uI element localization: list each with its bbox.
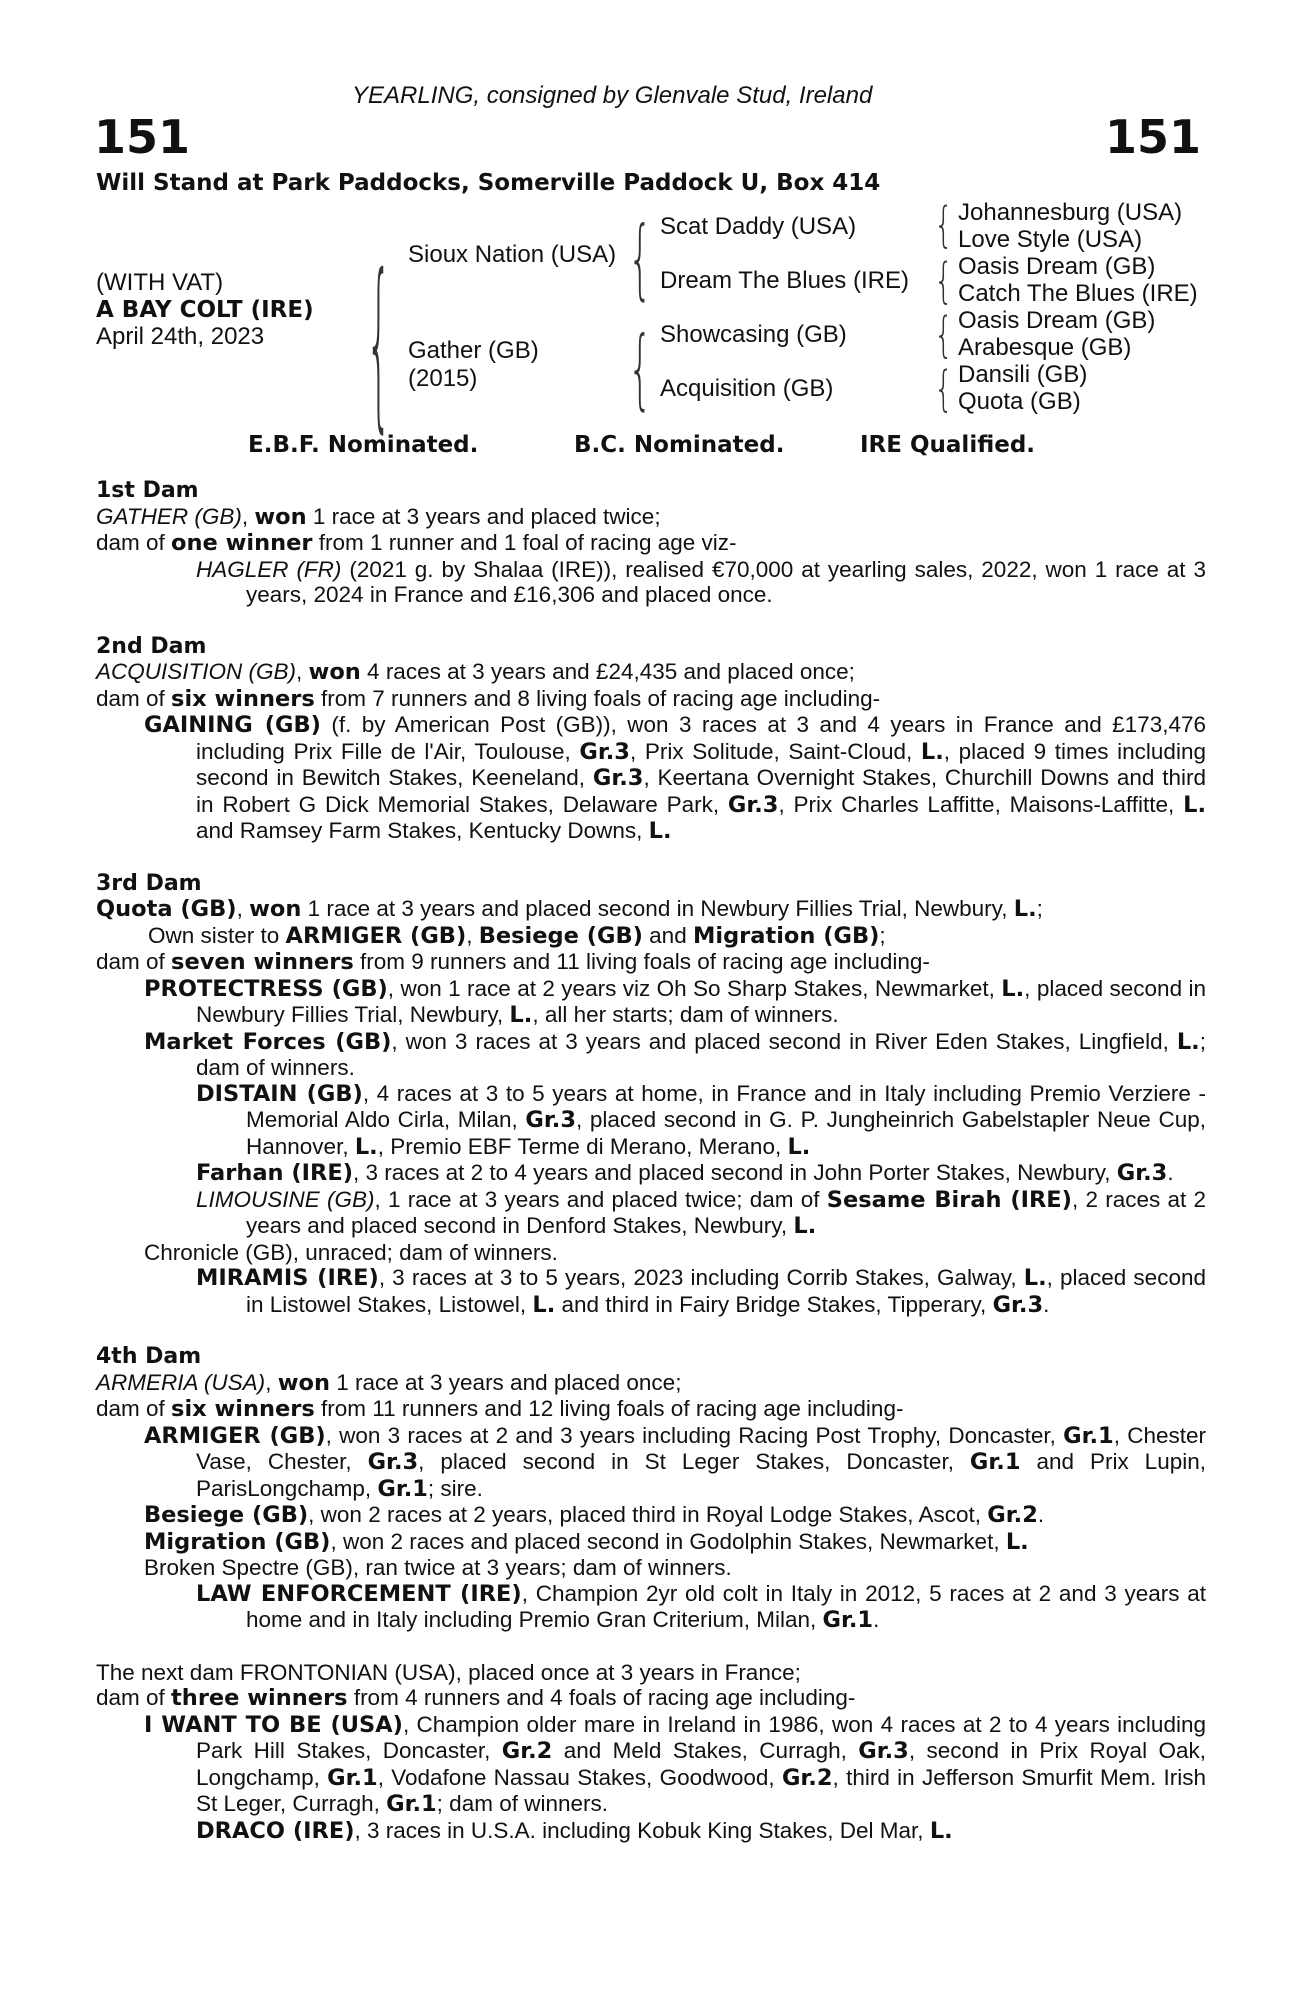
text: from 11 runners and 12 living foals of racing age including-	[314, 1396, 904, 1421]
text: , Prix Charles Laffitte, Maisons-Laffitte,	[778, 791, 1184, 817]
text: .	[1037, 1502, 1045, 1527]
dam2-won: won	[308, 659, 361, 685]
produce-name: Migration (GB)	[144, 1528, 331, 1555]
text: ;	[879, 922, 886, 948]
grade: Gr.2	[501, 1738, 553, 1764]
dam1-produce	[96, 530, 1206, 557]
grand-produce-entry	[96, 1081, 1206, 1161]
produce-name: DRACO (IRE)	[196, 1817, 355, 1844]
text: ,	[466, 922, 479, 948]
bc-nominated: B.C. Nominated.	[574, 432, 785, 458]
brace-g78: {	[934, 362, 954, 418]
produce-name: Besiege (GB)	[144, 1502, 309, 1528]
grandparent-1: Johannesburg (USA)	[958, 199, 1183, 226]
foaling-date: April 24th, 2023	[96, 323, 265, 350]
produce-entry	[96, 557, 1206, 608]
produce-name: I WANT TO BE (USA)	[144, 1711, 403, 1738]
produce-name: LIMOUSINE (GB)	[196, 1186, 375, 1212]
text: 1 race at 3 years and placed second in Newbury Fillies Trial, Newbury,	[301, 896, 1014, 921]
text: and Meld Stakes, Curragh,	[552, 1738, 859, 1763]
text: dam of	[96, 1685, 172, 1710]
text: , placed second in G. P. Jungheinrich Gabelstapler Neue Cup, Hannover,	[246, 1107, 1206, 1159]
dam1-won: won	[254, 503, 307, 530]
text: ; sire.	[427, 1475, 483, 1501]
text: and Ramsey Farm Stakes, Kentucky Downs,	[196, 818, 649, 843]
text: , won 1 race at 2 years viz Oh So Sharp Stakes, Newmarket,	[387, 975, 1002, 1001]
grade: Gr.1	[377, 1475, 428, 1502]
dam3-sister	[96, 923, 1206, 950]
consignor-subtitle: YEARLING, consigned by Glenvale Stud, Ireland	[352, 82, 873, 109]
lot-number-left: 151	[94, 110, 191, 164]
catalogue-body	[96, 478, 1206, 1844]
text: from 7 runners and 8 living foals of racing age including-	[314, 685, 881, 711]
text: , won 3 races at 3 years and placed second in River Eden Stakes, Lingfield,	[391, 1028, 1177, 1054]
produce-name: ARMIGER (GB)	[144, 1422, 326, 1449]
text: Own sister to	[148, 922, 286, 948]
text: .	[1043, 1291, 1050, 1317]
text: from 4 runners and 4 foals of racing age including-	[347, 1685, 856, 1710]
text: , Premio EBF Terme di Merano, Merano,	[377, 1133, 788, 1159]
produce-entry: Broken Spectre (GB), ran twice at 3 years; dam of winners.	[144, 1555, 732, 1580]
text: and	[642, 922, 693, 948]
grand-produce-entry	[96, 1187, 1206, 1240]
text: , 4 races at 3 to 5 years at home, in France and in Italy including Premio Verziere - Memorial Aldo Cirla, Milan,	[246, 1080, 1206, 1132]
grade: Gr.1	[969, 1449, 1021, 1475]
dam3-heading: 3rd Dam	[96, 870, 202, 896]
text: , all her starts; dam of winners.	[532, 1002, 839, 1027]
dam4-name: ARMERIA (USA)	[96, 1369, 266, 1395]
text: dam of	[96, 530, 172, 555]
grand-produce-entry	[96, 1818, 1206, 1845]
text: , Keertana Overnight Stakes, Churchill Downs and third in Robert G Dick Memorial Stakes, Delaware Park,	[196, 765, 1206, 817]
produce-entry: Chronicle (GB), unraced; dam of winners.	[144, 1239, 558, 1265]
grade: Gr.2	[987, 1502, 1038, 1528]
grade: Gr.1	[1063, 1422, 1114, 1449]
text: , Champion 2yr old colt in Italy in 2012, 5 races at 2 and 3 years at home and in Italy including Premio Gran Criterium, Milan,	[246, 1580, 1206, 1632]
text: dam of	[96, 1396, 172, 1421]
dam-dam: Acquisition (GB)	[660, 375, 834, 402]
text: , Prix Solitude, Saint-Cloud,	[629, 738, 921, 764]
vat-note: (WITH VAT)	[96, 269, 224, 296]
text: , won 2 races at 2 years, placed third in Royal Lodge Stakes, Ascot,	[308, 1502, 988, 1527]
dam4-record: ARMERIA (USA), won 1 race at 3 years and placed once;	[96, 1369, 682, 1396]
grand-produce-entry	[96, 1160, 1206, 1187]
grade: L.	[920, 738, 944, 765]
grade: Gr.3	[579, 738, 630, 765]
grandparent-2: Love Style (USA)	[958, 226, 1143, 253]
text: from 1 runner and 1 foal of racing age viz-	[312, 530, 737, 555]
dam1-name: GATHER (GB)	[96, 503, 242, 529]
grade: Gr.3	[592, 765, 644, 791]
grandparent-8: Quota (GB)	[958, 388, 1081, 415]
next-dam-produce	[96, 1685, 1206, 1712]
produce-name: Market Forces (GB)	[144, 1028, 392, 1055]
text: ; dam of winners.	[196, 1028, 1206, 1080]
stand-location: Will Stand at Park Paddocks, Somerville Paddock U, Box 414	[96, 170, 881, 196]
brace-g34: {	[934, 254, 954, 310]
grade: Gr.3	[992, 1291, 1044, 1318]
grandparent-5: Oasis Dream (GB)	[958, 307, 1156, 334]
grade: L.	[787, 1133, 811, 1160]
grade: L.	[929, 1817, 953, 1844]
winner-count: one winner	[171, 530, 313, 556]
text: , 3 races in U.S.A. including Kobuk King Stakes, Del Mar,	[354, 1817, 930, 1843]
text: , Champion older mare in Ireland in 1986, won 4 races at 2 to 4 years including Park Hill Stakes, Doncaster,	[196, 1711, 1206, 1763]
grandparent-6: Arabesque (GB)	[958, 334, 1132, 361]
text: dam of	[96, 949, 172, 974]
grade: L.	[1176, 1028, 1200, 1055]
text: from 9 runners and 11 living foals of racing age including-	[353, 949, 930, 974]
produce-entry	[96, 976, 1206, 1029]
grade: Gr.2	[781, 1764, 833, 1791]
grade: L.	[648, 818, 672, 844]
winner-count: six winners	[171, 685, 315, 712]
text: , Vodafone Nassau Stakes, Goodwood,	[377, 1764, 782, 1790]
text: , placed second in Listowel Stakes, Listowel,	[246, 1265, 1206, 1317]
grand-produce-entry	[96, 1265, 1206, 1318]
grandparent-7: Dansili (GB)	[958, 361, 1088, 388]
text: , placed second in Newbury Fillies Trial, Newbury,	[196, 975, 1207, 1027]
text: , second in Prix Royal Oak, Longchamp,	[196, 1738, 1206, 1790]
grade: L.	[1023, 1265, 1047, 1291]
text: , won 2 races and placed second in Godolphin Stakes, Newmarket,	[330, 1528, 1006, 1554]
text: , Chester Vase, Chester,	[196, 1422, 1206, 1474]
dam-sire: Showcasing (GB)	[660, 321, 847, 348]
winner-count: seven winners	[171, 949, 354, 975]
dam1-heading: 1st Dam	[96, 478, 199, 503]
text: 4 races at 3 years and £24,435 and placed once;	[360, 659, 855, 684]
produce-entry	[96, 1029, 1206, 1081]
lot-number-right: 151	[1104, 110, 1201, 164]
produce-name: Farhan (IRE)	[196, 1160, 354, 1186]
grade: L.	[532, 1291, 556, 1318]
dam3-won: won	[249, 896, 302, 922]
grade: L.	[509, 1002, 533, 1028]
text: , 1 race at 3 years and placed twice; dam of	[374, 1186, 827, 1212]
dam2-name: ACQUISITION (GB)	[96, 659, 297, 684]
dam4-produce	[96, 1396, 1206, 1423]
dam2-record: ACQUISITION (GB), won 4 races at 3 years and £24,435 and placed once;	[96, 659, 855, 685]
brace-dam: {	[628, 318, 653, 420]
text: and third in Fairy Bridge Stakes, Tipperary,	[555, 1291, 993, 1317]
produce-entry	[96, 1423, 1206, 1503]
grade: L.	[1001, 975, 1025, 1002]
text: , 3 races at 3 to 5 years, 2023 including Corrib Stakes, Galway,	[378, 1265, 1024, 1290]
text: , 3 races at 2 to 4 years and placed second in John Porter Stakes, Newbury,	[353, 1160, 1117, 1185]
dam4-won: won	[277, 1369, 330, 1396]
text: , placed second in St Leger Stakes, Doncaster,	[418, 1449, 970, 1474]
dam: Gather (GB)	[408, 337, 539, 364]
dam1-record-text: 1 race at 3 years and placed twice;	[306, 503, 661, 529]
grade: Gr.1	[386, 1791, 437, 1817]
dam2-produce	[96, 686, 1206, 713]
next-dam-record: The next dam FRONTONIAN (USA), placed once at 3 years in France;	[96, 1659, 801, 1685]
produce-name: Sesame Birah (IRE)	[826, 1186, 1072, 1213]
produce-entry	[96, 712, 1206, 845]
dam1-record: GATHER (GB), won 1 race at 3 years and placed twice;	[96, 503, 661, 530]
produce-name: GAINING (GB)	[144, 712, 321, 738]
produce-name: MIRAMIS (IRE)	[196, 1265, 379, 1291]
text: .	[1167, 1160, 1174, 1185]
grade: Gr.1	[822, 1607, 874, 1633]
grade: Gr.3	[858, 1738, 909, 1764]
produce-name: DISTAIN (GB)	[196, 1080, 363, 1107]
dam3-record: Quota (GB), won 1 race at 3 years and placed second in Newbury Fillies Trial, Newbury, L.;	[96, 896, 1043, 922]
text: dam of	[96, 685, 172, 711]
brace-main: {	[366, 240, 392, 452]
produce-name: HAGLER (FR)	[196, 556, 342, 582]
grade: L.	[354, 1133, 378, 1160]
grandparent-3: Oasis Dream (GB)	[958, 253, 1156, 280]
winner-count: six winners	[171, 1396, 315, 1422]
grade: L.	[1005, 1528, 1029, 1555]
grade: Gr.3	[1116, 1160, 1168, 1186]
produce-entry	[96, 1502, 1206, 1529]
brace-g12: {	[934, 198, 954, 254]
grade: L.	[1183, 791, 1206, 818]
produce-name: PROTECTRESS (GB)	[144, 975, 388, 1002]
text: , third in Jefferson Smurfit Mem. Irish St Leger, Curragh,	[196, 1764, 1206, 1816]
dam4-heading: 4th Dam	[96, 1344, 202, 1369]
grade: Gr.3	[525, 1107, 576, 1133]
dam2-heading: 2nd Dam	[96, 633, 207, 659]
winner-count: three winners	[171, 1685, 348, 1711]
brace-sire: {	[628, 208, 653, 310]
ire-qualified: IRE Qualified.	[860, 432, 1036, 458]
sibling: Migration (GB)	[692, 922, 880, 949]
text: , 2 races at 2 years and placed second in Denford Stakes, Newbury,	[246, 1186, 1206, 1238]
text: ;	[1036, 896, 1043, 921]
grade: Gr.3	[727, 791, 779, 818]
sire-dam: Dream The Blues (IRE)	[660, 267, 909, 294]
grade: Gr.1	[327, 1764, 378, 1791]
text: .	[873, 1607, 880, 1632]
sibling: Besiege (GB)	[478, 922, 643, 949]
grand-produce-entry	[96, 1581, 1206, 1634]
sibling: ARMIGER (GB)	[285, 922, 467, 949]
sire-sire: Scat Daddy (USA)	[660, 213, 857, 240]
produce-name: LAW ENFORCEMENT (IRE)	[196, 1580, 522, 1607]
text: ; dam of winners.	[436, 1791, 608, 1816]
horse-name: A BAY COLT (IRE)	[96, 297, 314, 323]
grade: L.	[793, 1213, 817, 1239]
text: (f. by American Post (GB)), won 3 races at 3 and 4 years in France and £173,476 including Prix Fille de l'Air, Toulouse,	[196, 712, 1206, 764]
sire: Sioux Nation (USA)	[408, 241, 617, 268]
grade: Gr.3	[367, 1449, 419, 1475]
produce-entry	[96, 1712, 1206, 1818]
ebf-nominated: E.B.F. Nominated.	[248, 432, 479, 458]
produce-text: (2021 g. by Shalaa (IRE)), realised €70,000 at yearling sales, 2022, won 1 race at 3 years, 2024 in France and £16,306 and placed once.	[246, 556, 1206, 607]
text: and Prix Lupin, ParisLongchamp,	[196, 1449, 1206, 1501]
brace-g56: {	[934, 308, 954, 364]
grandparent-4: Catch The Blues (IRE)	[958, 280, 1198, 307]
dam-year: (2015)	[408, 365, 478, 392]
text: , won 3 races at 2 and 3 years including Racing Post Trophy, Doncaster,	[325, 1422, 1064, 1448]
text: 1 race at 3 years and placed once;	[329, 1369, 682, 1395]
grade: L.	[1013, 896, 1037, 922]
dam3-produce	[96, 949, 1206, 976]
dam3-name: Quota (GB)	[96, 896, 237, 922]
produce-entry	[96, 1529, 1206, 1556]
text: , placed 9 times including second in Bewitch Stakes, Keeneland,	[196, 738, 1206, 790]
